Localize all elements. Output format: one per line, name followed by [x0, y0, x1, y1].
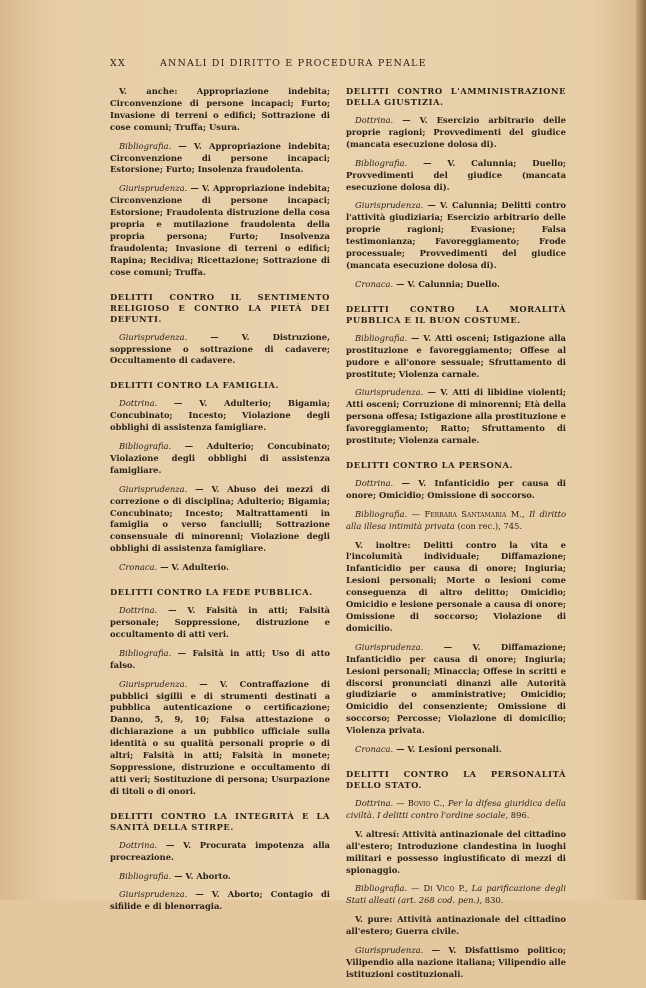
index-entry: Dottrina. — V. Adulterio; Bigamia; Concubinato; Incesto; Violazione degli obblighi di assistenza famigliare. [110, 398, 330, 433]
index-entry: Giurisprudenza. — V. Abuso dei mezzi di correzione o di disciplina; Adulterio; Bigamia; Concubinato; Incesto; Maltrattamenti in famiglia o verso fanciulli; Sottrazione consensuale di minorenni; Violazione degli obblighi di assistenza famigliare. [110, 483, 330, 554]
index-entry: Giurisprudenza. — V. Appropriazione indebita; Circonvenzione di persone incapaci; Estorsione; Fraudolenta distruzione della cosa propria e mutilazione fraudolenta della propria persona; Furto; Insolvenza fraudolenta; Invasione di terreni o edifici; Rapina; Recidiva; Ricettazione; Sottrazione di cose comuni; Truffa. [110, 183, 330, 277]
index-entry: Cronaca. — V. Calunnia; Duello. [355, 278, 500, 289]
index-entry: Giurisprudenza. — V. Atti di libidine violenti; Atti osceni; Corruzione di minorenni; Età della persona offesa; Istigazione alla prostituzione e favoreggiamento; Ratto; Sfruttamento di prostitute; Violenza carnale. [346, 387, 566, 446]
index-entry: Giurisprudenza. — V. Disfattismo politico; Vilipendio alla nazione italiana; Vilipendio alle istituzioni costituzionali. [346, 945, 566, 979]
index-entry: Bibliografia. — V. Calunnia; Duello; Provvedimenti del giudice (mancata esecuzione dolosa di). [346, 157, 566, 192]
index-entry: V. anche: Appropriazione indebita; Circonvenzione di persone incapaci; Furto; Invasione di terreni o edifici; Sottrazione di cose comuni; Truffa; Usura. [110, 86, 330, 132]
index-entry: Bibliografia. — Di Vico P., La parificazione degli Stati alleati (art. 268 cod. pen.), 830. [346, 883, 566, 906]
index-entry: Dottrina. — V. Falsità in atti; Falsità personale; Soppressione, distruzione e occultamento di atti veri. [110, 605, 330, 639]
index-entry: Giurisprudenza. — V. Contraffazione di pubblici sigilli e di strumenti destinati a pubblica autenticazione o certificazione; Danno, 5, 9, 10; Falsa attestazione o dichiarazione a un pubblico ufficiale sulla identità o su qualità personali proprie o di altri; Falsità in atti; Falsità in monete; Soppressione, distruzione e occultamento di atti veri; Sostituzione di persona; Usurpazione di titoli o di onori. [110, 678, 330, 796]
index-entry: Dottrina. — Bovio C., Per la difesa giuridica della civiltà. I delitti contro l'ordine sociale, 896. [346, 797, 567, 820]
index-entry: Giurisprudenza. — V. Calunnia; Delitti contro l'attività giudiziaria; Esercizio arbitrario delle proprie ragioni; Evasione; Falsa testimonianza; Favoreggiamento; Frode processuale; Provvedimenti del giudice (mancata esecuzione dolosa di). [346, 200, 566, 270]
journal-title: ANNALI DI DIRITTO E PROCEDURA PENALE [159, 58, 427, 69]
section-heading: DELITTI CONTRO L'AMMINISTRAZIONE DELLA GIUSTIZIA. [346, 86, 566, 107]
right-column [346, 86, 566, 988]
index-entry: V. inoltre: Delitti contro la vita e l'incolumità individuale; Diffamazione; Infanticidio per causa di onore; Ingiuria; Lesioni personali; Morte o lesioni come conseguenza di altro delitto; Omicidio; Omicidio e lesione personale a causa di onore; Omissione di soccorso; Violazione di domicilio. [346, 539, 566, 633]
index-entry: Cronaca. — V. Lesioni personali. [355, 744, 502, 755]
index-entry: Giurisprudenza. — V. Distruzione, soppressione o sottrazione di cadavere; Occultamento di cadavere. [110, 331, 330, 366]
section-heading: DELITTI CONTRO LA INTEGRITÀ E LA SANITÀ DELLA STIRPE. [110, 810, 330, 832]
section-heading: DELITTI CONTRO LA PERSONALITÀ DELLO STATO. [346, 768, 566, 790]
index-entry: V. altresí: Attività antinazionale del cittadino all'estero; Introduzione clandestina in luoghi militari e possesso ingiustificato di mezzi di spionaggio. [346, 828, 566, 875]
index-entry: V. pure: Attività antinazionale del cittadino all'estero; Guerra civile. [346, 914, 566, 937]
index-entry: Giurisprudenza. — V. Aborto; Contagio di sifilide e di blenorragia. [110, 889, 330, 912]
index-entry: Dottrina. — V. Esercizio arbitrario delle proprie ragioni; Provvedimenti del giudice (mancata esecuzione dolosa di). [346, 115, 566, 149]
section-heading: DELITTI CONTRO IL SENTIMENTO RELIGIOSO E CONTRO LA PIETÀ DEI DEFUNTI. [110, 291, 330, 324]
left-column [110, 86, 330, 920]
index-entry: Dottrina. — V. Infanticidio per causa di onore; Omicidio; Omissione di soccorso. [346, 477, 566, 500]
section-heading: DELITTI CONTRO LA PERSONA. [346, 459, 514, 470]
index-entry: Giurisprudenza. — V. Diffamazione; Infanticidio per causa di onore; Ingiuria; Lesioni personali; Minaccia; Offese in scritti e discorsi pronunciati dinanzi alle Autorità giudiziarie o amministrative; Omicidio; Omicidio del consenziente; Omissione di soccorso; Percosse; Violazione di domicilio; Violenza privata. [346, 641, 566, 736]
index-entry: Cronaca. — V. Adulterio. [119, 562, 230, 573]
index-entry: Bibliografia. — Adulterio; Concubinato; Violazione degli obblighi di assistenza famigliare. [110, 441, 330, 475]
index-entry: Bibliografia. — V. Aborto. [119, 870, 231, 881]
section-heading: DELITTI CONTRO LA FAMIGLIA. [110, 380, 280, 391]
index-entry: Bibliografia. — V. Appropriazione indebita; Circonvenzione di persone incapaci; Estorsione; Furto; Insolenza fraudolenta. [110, 140, 330, 175]
page-number: XX [110, 58, 126, 69]
index-entry: Dottrina. — V. Procurata impotenza alla procreazione. [110, 839, 330, 862]
section-heading: DELITTI CONTRO LA MORALITÀ PUBBLICA E IL BUON COSTUME. [346, 303, 566, 325]
index-entry: Bibliografia. — Falsità in atti; Uso di atto falso. [110, 647, 330, 670]
index-entry: Bibliografia. — V. Atti osceni; Istigazione alla prostituzione e favoreggiamento; Offese al pudore e all'onore sessuale; Sfruttamento di prostitute; Violenza carnale. [346, 332, 566, 379]
index-entry: Bibliografia. — Ferrara Santamaria M., Il diritto alla illesa intimità privata (con rec.), 745. [346, 508, 567, 531]
running-header [110, 58, 540, 69]
section-heading: DELITTI CONTRO LA FEDE PUBBLICA. [110, 587, 313, 598]
